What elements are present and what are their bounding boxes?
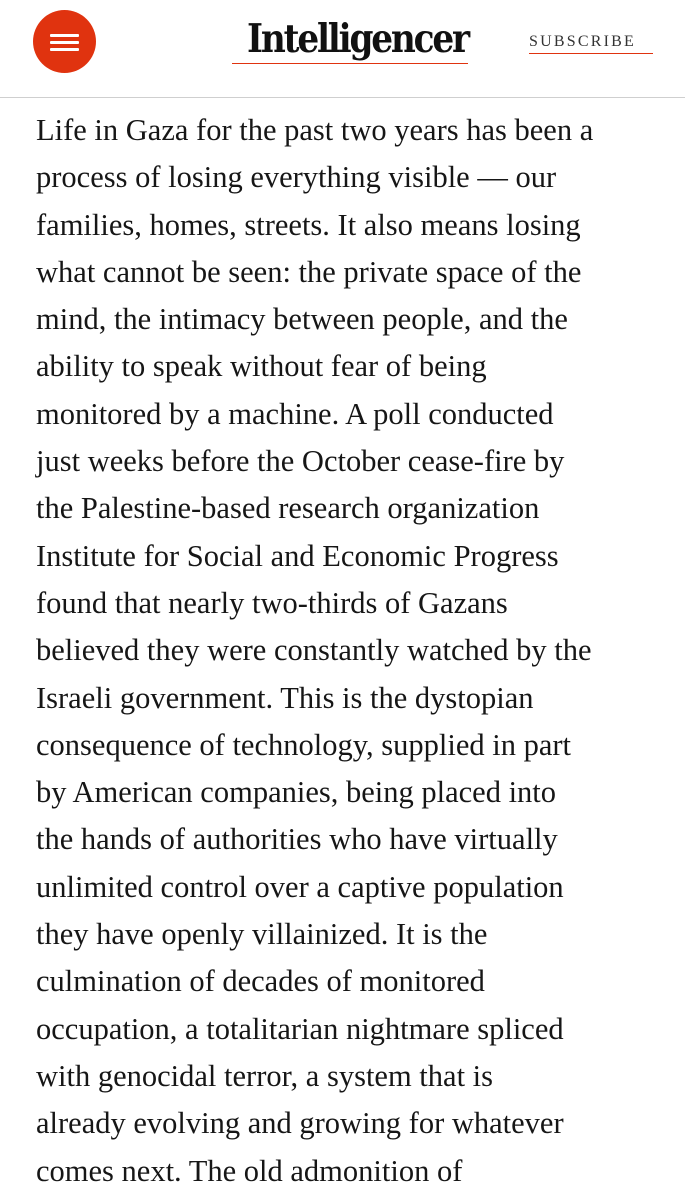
subscribe-link[interactable]: SUBSCRIBE	[529, 33, 636, 50]
article-paragraph: Life in Gaza for the past two years has been a process of losing everything visible — our families, homes, streets. It also means losing what cannot be seen: the private space of the mind, the intimacy between people, and the ability to speak without fear of being monitored by a machine. A poll conducted just weeks before the October cease-fire by the Palestine-based research organization Institute for Social and Economic Progress found that nearly two-thirds of Gazans believed they were constantly watched by the Israeli government. This is the dystopian consequence of technology, supplied in part by American companies, being placed into the hands of authorities who have virtually unlimited control over a captive population they have openly villainized. It is the culmination of decades of monitored occupation, a totalitarian nightmare spliced with genocidal terror, a system that is already evolving and growing for whatever comes next. The old admonition of	[36, 113, 594, 1188]
hamburger-menu-icon-line	[50, 48, 79, 51]
hamburger-menu-button[interactable]	[33, 10, 96, 73]
site-logo-text: Intelligencer	[247, 16, 468, 62]
subscribe-underline	[529, 53, 653, 54]
hamburger-menu-icon-line	[50, 41, 79, 44]
site-logo-underline	[232, 63, 468, 64]
site-header	[0, 0, 685, 98]
hamburger-menu-icon	[50, 34, 79, 37]
site-logo[interactable]	[232, 16, 470, 62]
article-content	[36, 107, 666, 1195]
